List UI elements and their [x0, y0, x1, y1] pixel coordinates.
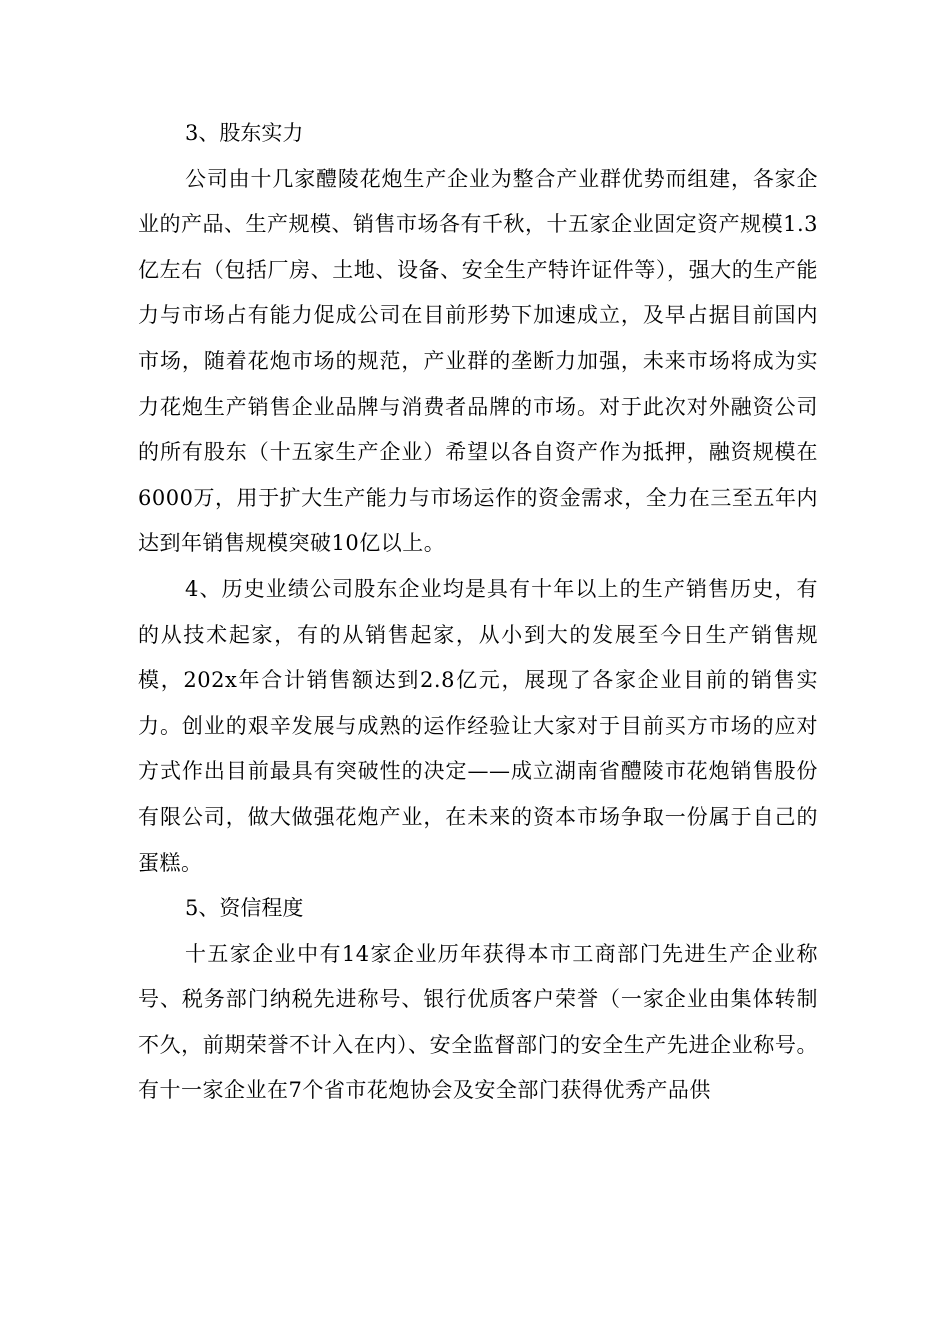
section-heading-shareholder-strength: 3、股东实力 [185, 121, 304, 145]
document-body [138, 111, 818, 1114]
paragraph-shareholder-strength: 公司由十几家醴陵花炮生产企业为整合产业群优势而组建，各家企业的产品、生产规模、销售市场各有千秋，十五家企业固定资产规模1.3亿左右（包括厂房、土地、设备、安全生产特许证件等），强大的生产能力与市场占有能力促成公司在目前形势下加速成立，及早占据目前国内市场，随着花炮市场的规范，产业群的垄断力加强，未来市场将成为实力花炮生产销售企业品牌与消费者品牌的市场。对于此次对外融资公司的所有股东（十五家生产企业）希望以各自资产作为抵押，融资规模在6000万，用于扩大生产能力与市场运作的资金需求，全力在三至五年内达到年销售规模突破10亿以上。 [138, 166, 818, 556]
paragraph-historical-performance: 4、历史业绩公司股东企业均是具有十年以上的生产销售历史，有的从技术起家，有的从销售起家，从小到大的发展至今日生产销售规模，202x年合计销售额达到2.8亿元，展现了各家企业目前的销售实力。创业的艰辛发展与成熟的运作经验让大家对于目前买方市场的应对方式作出目前最具有突破性的决定——成立湖南省醴陵市花炮销售股份有限公司，做大做强花炮产业，在未来的资本市场争取一份属于自己的蛋糕。 [138, 576, 818, 875]
section-heading-credit-standing: 5、资信程度 [185, 896, 304, 921]
paragraph-credit-standing: 十五家企业中有14家企业历年获得本市工商部门先进生产企业称号、税务部门纳税先进称号、银行优质客户荣誉（一家企业由集体转制不久，前期荣誉不计入在内）、安全监督部门的安全生产先进企业称号。有十一家企业在7个省市花炮协会及安全部门获得优秀产品供 [138, 941, 818, 1103]
